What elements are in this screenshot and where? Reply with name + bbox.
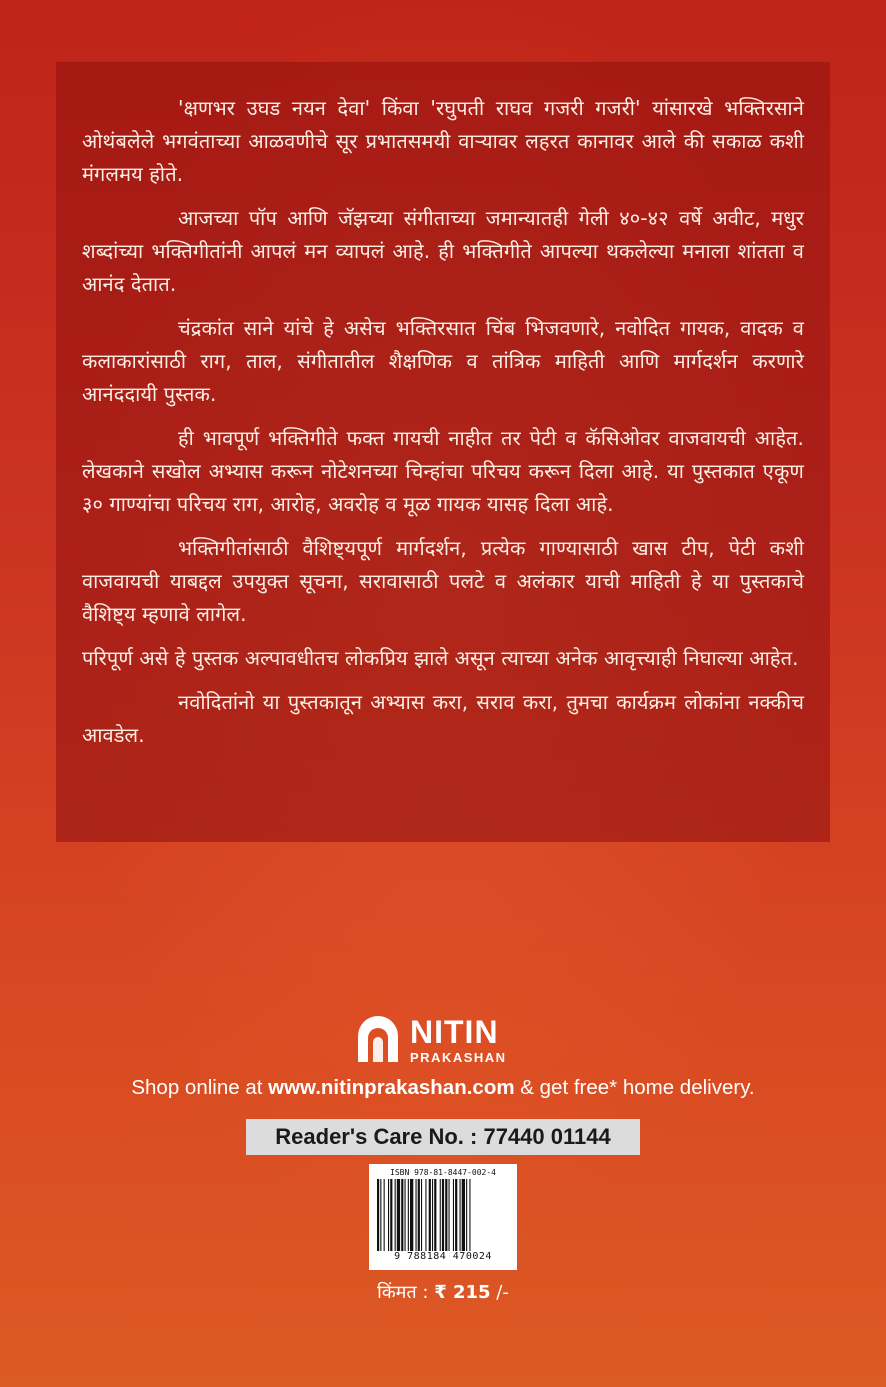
- barcode-bar: [408, 1179, 409, 1251]
- blurb-paragraph-3: चंद्रकांत साने यांचे हे असेच भक्तिरसात चिंब भिजवणारे, नवोदित गायक, वादक व कलाकारांसाठी राग, ताल, संगीतातील शैक्षणिक व तांत्रिक माहिती आणि मार्गदर्शन करणारे आनंददायी पुस्तक.: [82, 316, 804, 406]
- price: [0, 1280, 886, 1304]
- barcode-bar: [460, 1179, 461, 1251]
- barcode-bar: [432, 1179, 433, 1251]
- barcode-bar: [445, 1179, 447, 1251]
- blurb-paragraph-4: ही भावपूर्ण भक्तिगीते फक्त गायची नाहीत तर पेटी व कॅसिओवर वाजवायची आहेत. लेखकाने सखोल अभ्यास करून नोटेशनच्या चिन्हांचा परिचय करून दिला आहे. या पुस्तकात एकूण ३० गाण्यांचा परिचय राग, आरोह, अवरोह व मूळ गायक यासह दिला आहे.: [82, 426, 804, 516]
- barcode-bar: [440, 1179, 441, 1251]
- blurb-paragraph-2: आजच्या पॉप आणि जॅझच्या संगीताच्या जमान्यातही गेली ४०-४२ वर्षे अवीट, मधुर शब्दांच्या भक्तिगीतांनी आपलं मन व्यापलं आहे. ही भक्तिगीते आपल्या थकलेल्या मनाला शांतता व आनंद देतात.: [82, 206, 804, 296]
- barcode-bar: [418, 1179, 420, 1251]
- barcode-bar: [397, 1179, 400, 1251]
- barcode-bar: [425, 1179, 426, 1251]
- isbn-text: ISBN 978-81-8447-002-4: [390, 1168, 496, 1177]
- barcode-bar: [455, 1179, 457, 1251]
- price-label: किंमत :: [377, 1282, 435, 1303]
- barcode-bar: [421, 1179, 422, 1251]
- barcode-bar: [442, 1179, 444, 1251]
- barcode-bars: [375, 1179, 511, 1251]
- isbn-barcode: [369, 1164, 517, 1270]
- barcode-bar: [449, 1179, 450, 1251]
- shop-suffix: & get free* home delivery.: [514, 1076, 755, 1099]
- barcode-bar: [401, 1179, 403, 1251]
- barcode-bar: [434, 1179, 436, 1251]
- barcode-bar: [416, 1179, 417, 1251]
- barcode-bar: [395, 1179, 396, 1251]
- blurb-paragraph-1: 'क्षणभर उघड नयन देवा' किंवा 'रघुपती राघव गजरी गजरी' यांसारखे भक्तिरसाने ओथंबलेले भगवंताच्या आळवणीचे सूर प्रभातसमयी वाऱ्यावर लहरत कानावर आले की सकाळ कशी मंगलमय होते.: [82, 96, 804, 186]
- barcode-bar: [469, 1179, 470, 1251]
- readers-care-number: Reader's Care No. : 77440 01144: [246, 1119, 640, 1155]
- publisher-name: NITIN: [410, 1014, 499, 1050]
- barcode-bar: [388, 1179, 389, 1251]
- publisher-logo-text: [410, 1016, 507, 1064]
- barcode-bar: [384, 1179, 385, 1251]
- barcode-bar: [429, 1179, 431, 1251]
- barcode-number: 9 788184 470024: [394, 1251, 492, 1262]
- shop-prefix: Shop online at: [131, 1076, 269, 1099]
- barcode-bar: [380, 1179, 381, 1251]
- barcode-bar: [466, 1179, 467, 1251]
- barcode-bar: [462, 1179, 465, 1251]
- shop-online-line: [0, 1076, 886, 1100]
- barcode-bar: [377, 1179, 379, 1251]
- barcode-bar: [453, 1179, 454, 1251]
- publisher-sub: PRAKASHAN: [410, 1050, 507, 1065]
- nitin-prakashan-logo-icon: [352, 1014, 404, 1066]
- price-suffix: /-: [490, 1282, 509, 1303]
- blurb-paragraph-6: परिपूर्ण असे हे पुस्तक अल्पावधीतच लोकप्रिय झाले असून त्याच्या अनेक आवृत्त्याही निघाल्या आहेत.: [82, 646, 799, 670]
- publisher-logo: [352, 1012, 552, 1068]
- blurb-paragraph-5: भक्तिगीतांसाठी वैशिष्ट्यपूर्ण मार्गदर्शन, प्रत्येक गाण्यासाठी खास टीप, पेटी कशी वाजवायची याबद्दल उपयुक्त सूचना, सरावासाठी पलटे व अलंकार याची माहिती हे या पुस्तकाचे वैशिष्ट्य म्हणावे लागेल.: [82, 536, 804, 626]
- blurb-box: [56, 62, 830, 842]
- price-amount: ₹ 215: [434, 1282, 491, 1303]
- shop-url-link[interactable]: www.nitinprakashan.com: [268, 1076, 515, 1099]
- barcode-bar: [390, 1179, 392, 1251]
- barcode-bar: [410, 1179, 413, 1251]
- barcode-bar: [405, 1179, 406, 1251]
- blurb-paragraph-7: नवोदितांनो या पुस्तकातून अभ्यास करा, सराव करा, तुमचा कार्यक्रम लोकांना नक्कीच आवडेल.: [82, 690, 804, 747]
